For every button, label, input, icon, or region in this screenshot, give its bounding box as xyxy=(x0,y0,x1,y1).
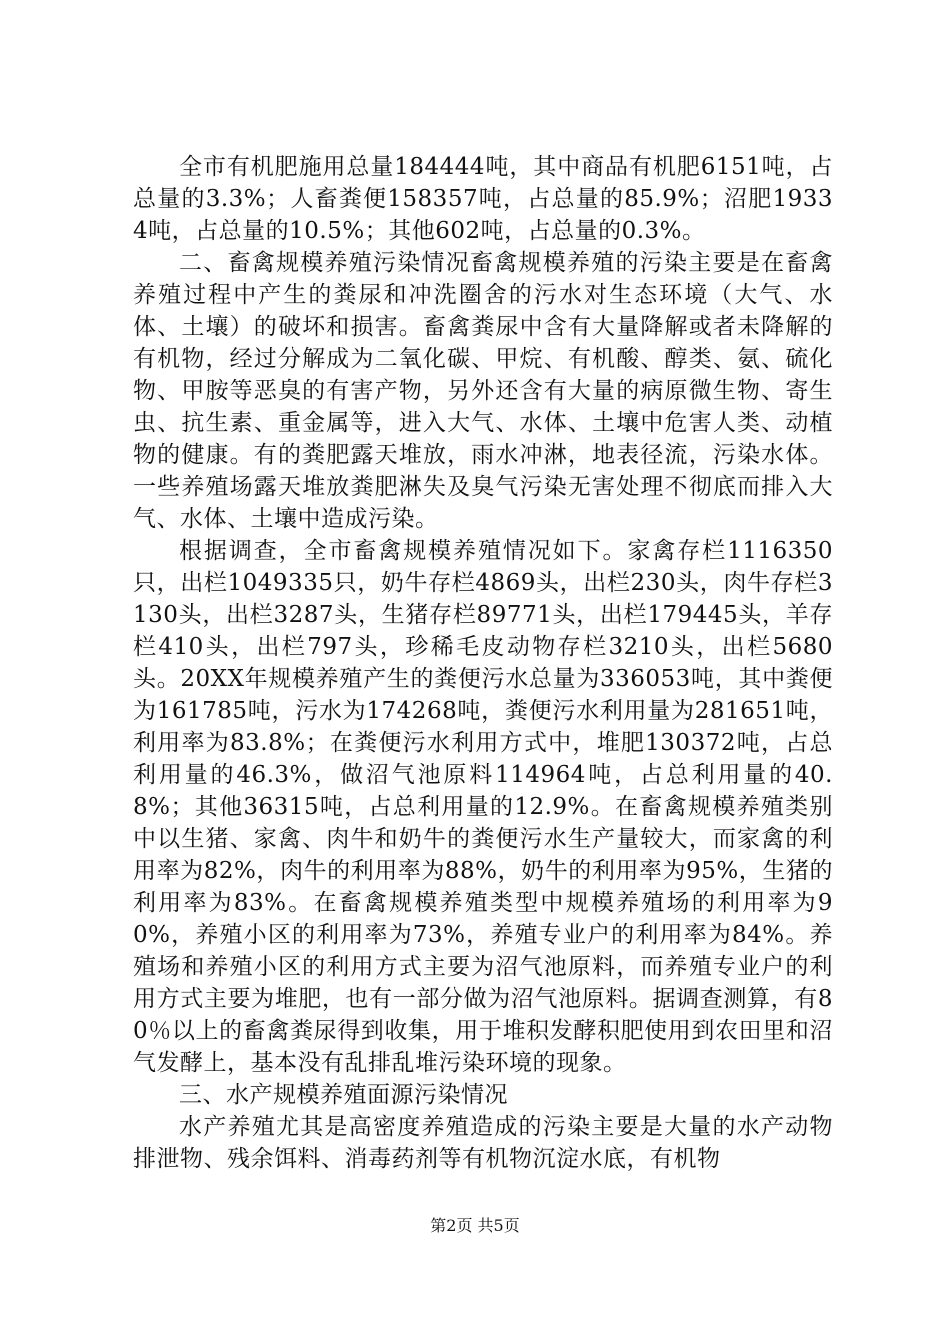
paragraph-survey-results: 根据调查，全市畜禽规模养殖情况如下。家禽存栏1116350只，出栏1049335只，奶牛存栏4869头，出栏230头，肉牛存栏3130头，出栏3287头，生猪存栏89771头，出栏179445头，羊存栏410头，出栏797头，珍稀毛皮动物存栏3210头，出栏5680头。20XX年规模养殖产生的粪便污水总量为336053吨，其中粪便为161785吨，污水为174268吨，粪便污水利用量为281651吨，利用率为83.8%；在粪便污水利用方式中，堆肥130372吨，占总利用量的46.3%，做沼气池原料114964吨，占总利用量的40.8%；其他36315吨，占总利用量的12.9%。在畜禽规模养殖类别中以生猪、家禽、肉牛和奶牛的粪便污水生产量较大，而家禽的利用率为82%，肉牛的利用率为88%，奶牛的利用率为95%，生猪的利用率为83%。在畜禽规模养殖类型中规模养殖场的利用率为90%，养殖小区的利用率为73%，养殖专业户的利用率为84%。养殖场和养殖小区的利用方式主要为沼气池原料，而养殖专业户的利用方式主要为堆肥，也有一部分做为沼气池原料。据调查测算，有80％以上的畜禽粪尿得到收集，用于堆积发酵积肥使用到农田里和沼气发酵上，基本没有乱排乱堆污染环境的现象。 xyxy=(133,538,833,1076)
paragraph-organic-fertilizer: 全市有机肥施用总量184444吨，其中商品有机肥6151吨，占总量的3.3%；人畜粪便158357吨，占总量的85.9%；沼肥19334吨，占总量的10.5%；其他602吨，占总量的0.3%。 xyxy=(133,154,833,244)
section-heading-aquaculture: 三、水产规模养殖面源污染情况 xyxy=(179,1082,508,1108)
page-footer: 第2页 共5页 xyxy=(430,1216,520,1235)
document-body xyxy=(133,151,833,1175)
paragraph-livestock-pollution: 二、畜禽规模养殖污染情况畜禽规模养殖的污染主要是在畜禽养殖过程中产生的粪尿和冲洗圈舍的污水对生态环境（大气、水体、土壤）的破坏和损害。畜禽粪尿中含有大量降解或者未降解的有机物，经过分解成为二氧化碳、甲烷、有机酸、醇类、氨、硫化物、甲胺等恶臭的有害产物，另外还含有大量的病原微生物、寄生虫、抗生素、重金属等，进入大气、水体、土壤中危害人类、动植物的健康。有的粪肥露天堆放，雨水冲淋，地表径流，污染水体。一些养殖场露天堆放粪肥淋失及臭气污染无害处理不彻底而排入大气、水体、土壤中造成污染。 xyxy=(133,250,833,532)
paragraph-aquaculture-pollution: 水产养殖尤其是高密度养殖造成的污染主要是大量的水产动物排泄物、残余饵料、消毒药剂等有机物沉淀水底，有机物 xyxy=(133,1114,833,1172)
